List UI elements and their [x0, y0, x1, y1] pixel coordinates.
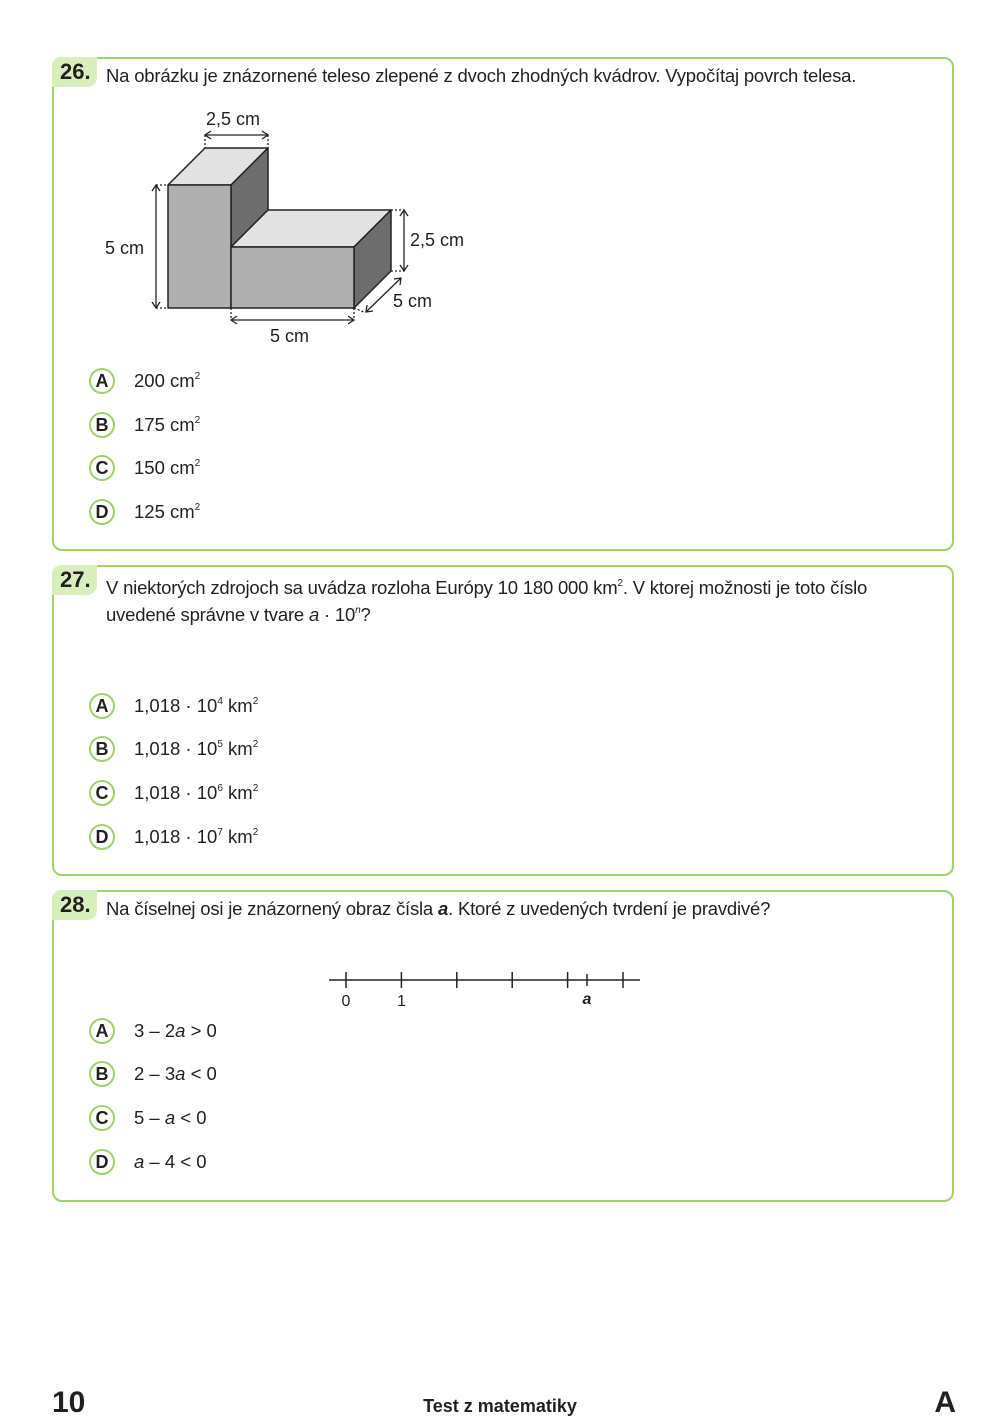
question-number: 26.: [52, 57, 97, 87]
footer-title: Test z matematiky: [423, 1396, 577, 1416]
option-letter: A: [89, 693, 115, 719]
option-letter: B: [89, 412, 115, 438]
tall-cuboid-front: [168, 185, 231, 308]
option-text: 2 – 3a < 0: [134, 1063, 217, 1084]
option-letter: A: [89, 368, 115, 394]
label-bottom-width: 5 cm: [270, 326, 310, 346]
option-d[interactable]: [89, 1146, 207, 1178]
option-a[interactable]: [89, 1015, 217, 1047]
question-text: V niektorých zdrojoch sa uvádza rozloha Európy 10 180 000 $km^2$. V ktorej možnosti je toto číslo uvedené správne v tvare $a \cdot 10^n$?: [106, 577, 868, 625]
option-text: 150 $cm^2$: [134, 457, 201, 478]
question-number: 28.: [52, 890, 97, 920]
test-version: A: [934, 1386, 956, 1419]
question-number: 27.: [52, 565, 97, 595]
option-b[interactable]: [89, 1058, 217, 1090]
label-a: a: [582, 991, 592, 1008]
solid-figure: [94, 104, 514, 354]
option-text: a – 4 < 0: [134, 1151, 207, 1172]
option-letter: C: [89, 1105, 115, 1131]
page-number: 10: [52, 1386, 86, 1419]
option-text: $1,018 \cdot 10^6$ $km^2$: [134, 782, 259, 803]
label-zero: 0: [341, 993, 351, 1010]
question-27-box: [52, 565, 954, 876]
option-c[interactable]: [89, 452, 200, 484]
option-d[interactable]: [89, 496, 200, 528]
option-letter: D: [89, 824, 115, 850]
option-text: 175 $cm^2$: [134, 414, 201, 435]
option-text: 125 $cm^2$: [134, 501, 201, 522]
option-text: $1,018 \cdot 10^7$ $km^2$: [134, 826, 259, 847]
label-depth: 5 cm: [393, 291, 433, 311]
option-letter: B: [89, 736, 115, 762]
number-line: [324, 964, 654, 1014]
question-text: Na obrázku je znázornené teleso zlepené z dvoch zhodných kvádrov. Vypočítaj povrch telesa.: [106, 65, 857, 86]
label-right-height: 2,5 cm: [410, 230, 465, 250]
option-letter: A: [89, 1018, 115, 1044]
option-text: $1,018 \cdot 10^5$ $km^2$: [134, 738, 259, 759]
option-b[interactable]: [89, 409, 200, 441]
option-letter: C: [89, 455, 115, 481]
option-a[interactable]: [89, 690, 258, 722]
option-letter: C: [89, 780, 115, 806]
option-letter: D: [89, 1149, 115, 1175]
question-text: Na číselnej osi je znázornený obraz čísla a. Ktoré z uvedených tvrdení je pravdivé?: [106, 898, 771, 919]
question-28-box: [52, 890, 954, 1202]
option-letter: B: [89, 1061, 115, 1087]
option-c[interactable]: [89, 777, 258, 809]
option-text: 200 $cm^2$: [134, 370, 201, 391]
option-text: $1,018 \cdot 10^4$ $km^2$: [134, 695, 259, 716]
option-c[interactable]: [89, 1102, 207, 1134]
label-top-width: 2,5 cm: [206, 109, 261, 129]
option-a[interactable]: [89, 365, 200, 397]
option-letter: D: [89, 499, 115, 525]
option-text: 3 – 2a > 0: [134, 1020, 217, 1041]
option-d[interactable]: [89, 821, 258, 853]
label-left-height: 5 cm: [105, 238, 145, 258]
low-cuboid-front: [231, 247, 354, 308]
label-one: 1: [396, 993, 406, 1010]
option-b[interactable]: [89, 733, 258, 765]
option-text: 5 – a < 0: [134, 1107, 207, 1128]
question-26-box: [52, 57, 954, 551]
